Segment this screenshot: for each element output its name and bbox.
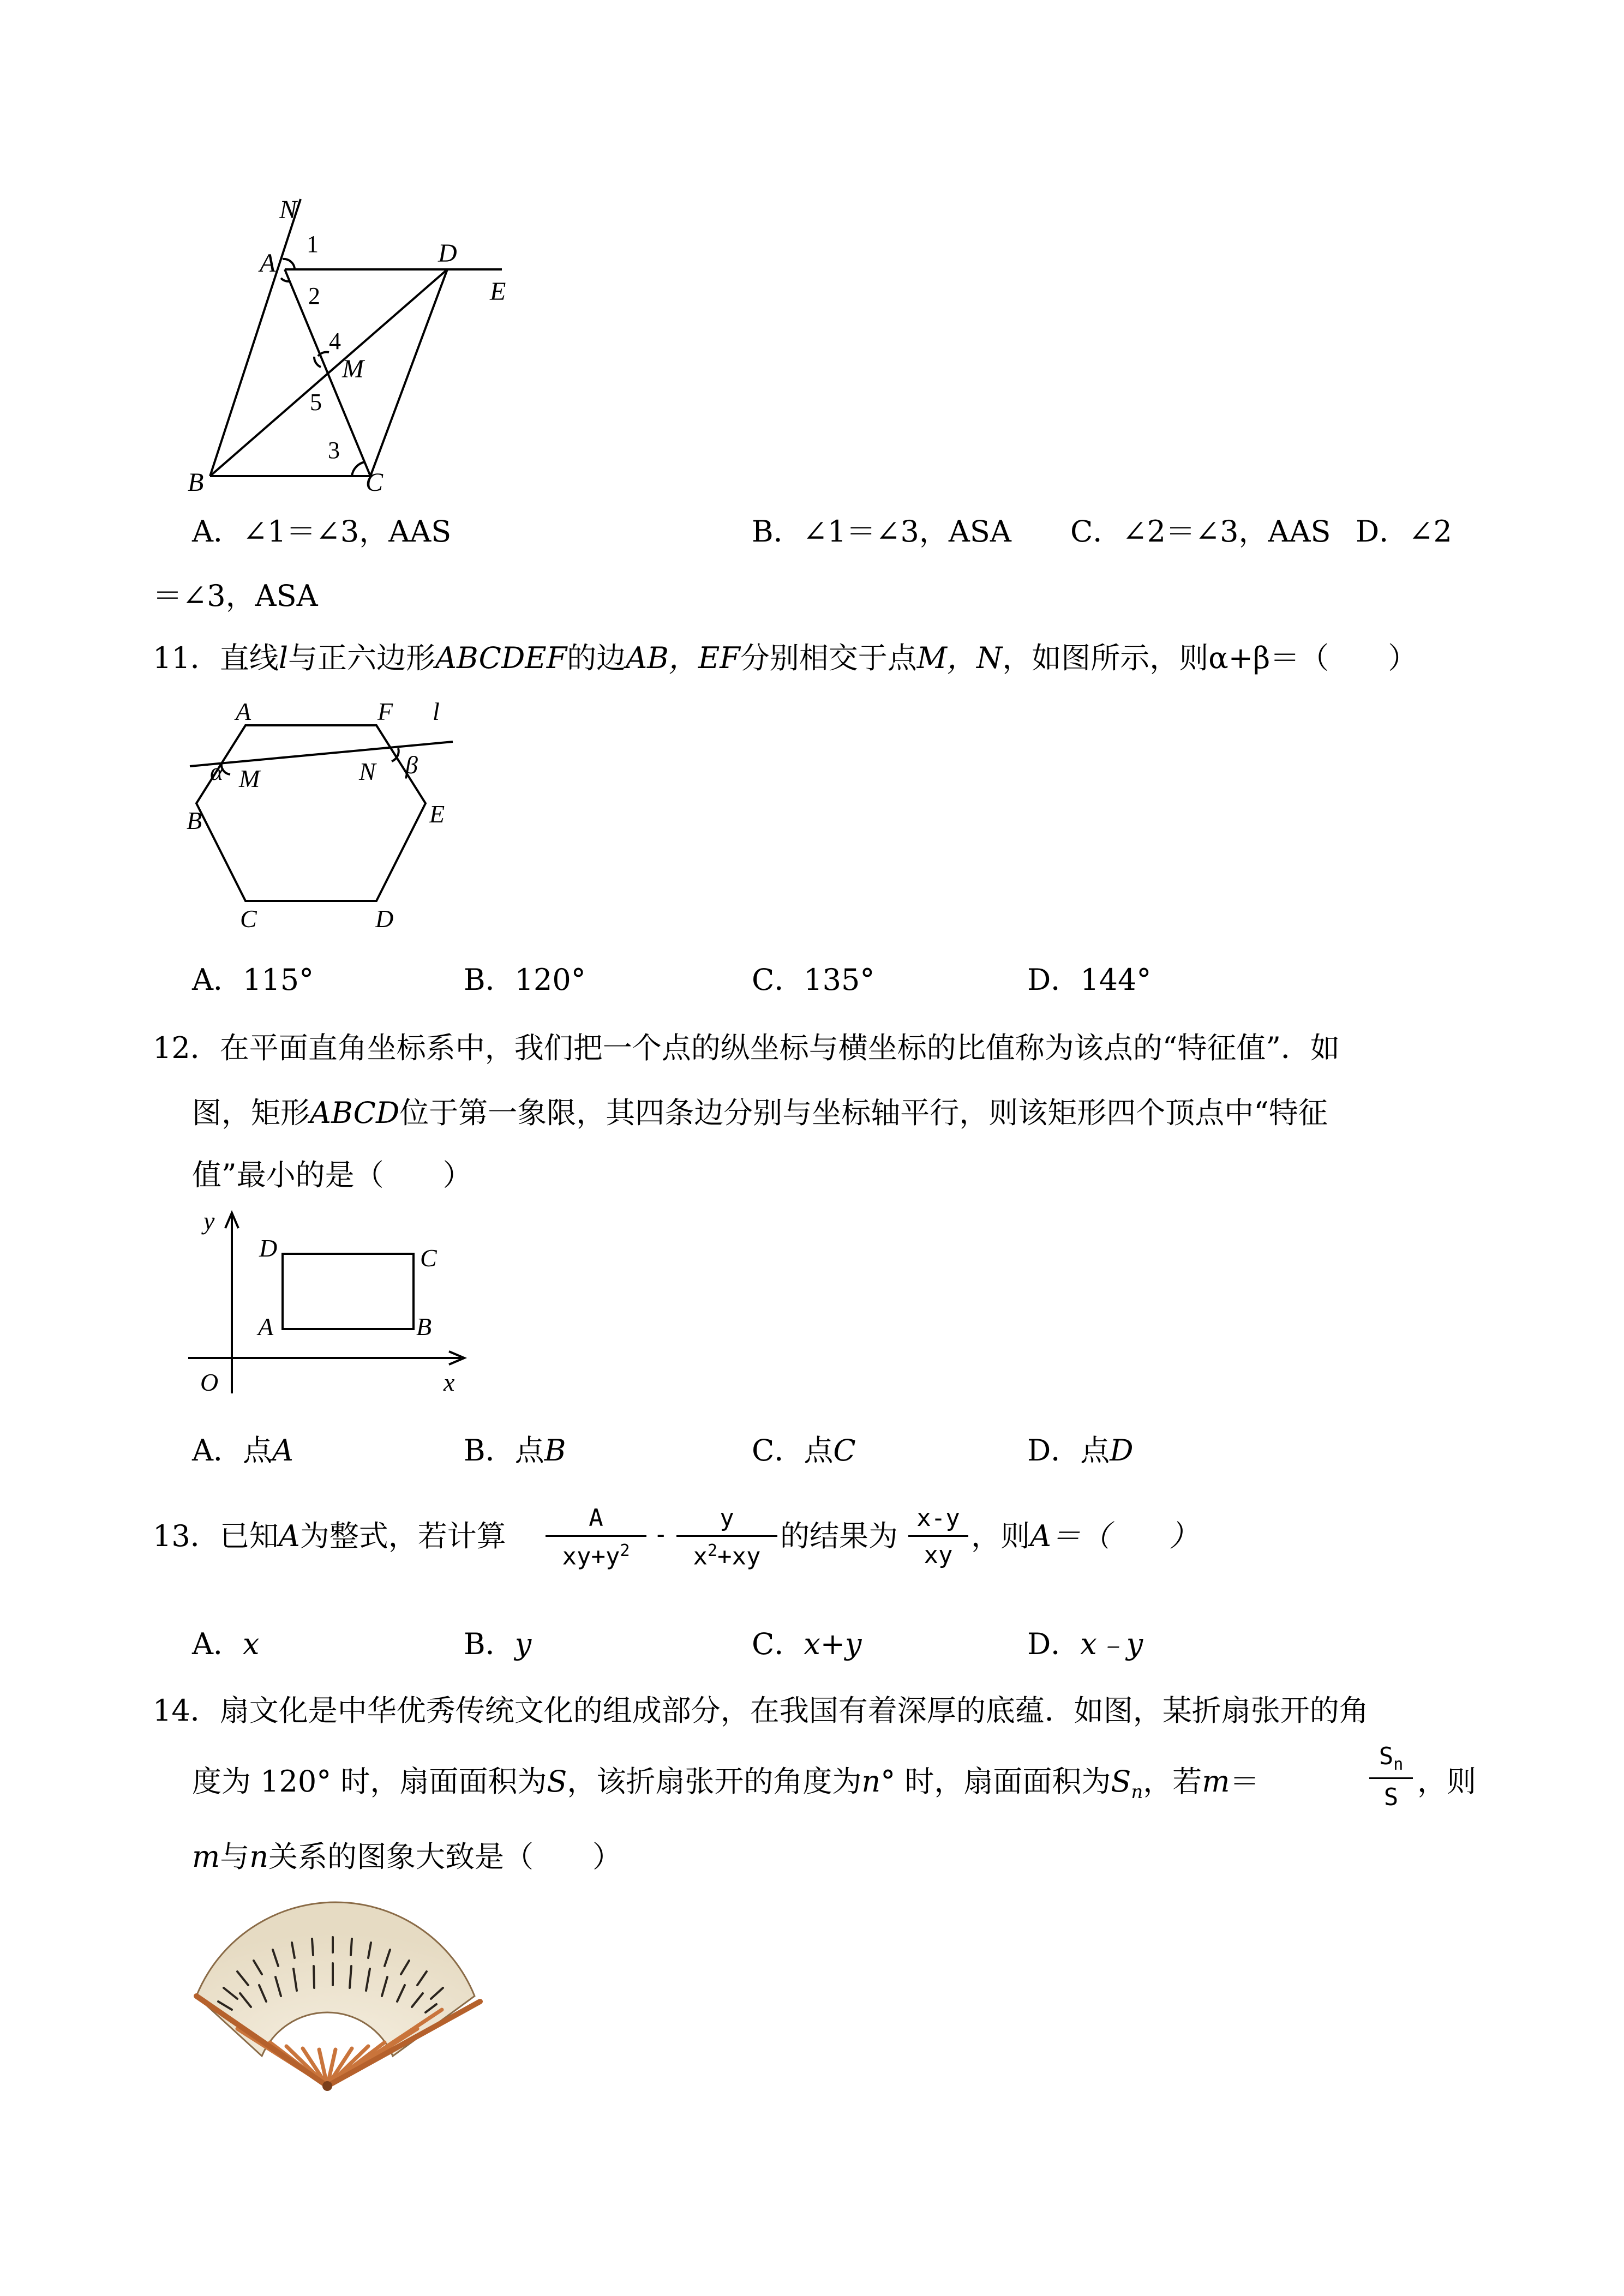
q11-var-points: M，N bbox=[916, 641, 1003, 675]
label-D: D bbox=[375, 905, 394, 933]
q13-fraction-2 bbox=[676, 1504, 777, 1571]
angle-arc-5 bbox=[314, 357, 321, 367]
numerator-sub: n bbox=[1393, 1754, 1404, 1774]
q12-option-d-label: D．点 bbox=[1027, 1433, 1110, 1468]
rectangle-abcd bbox=[283, 1254, 414, 1329]
q12-option-d[interactable] bbox=[1027, 1433, 1134, 1468]
q14-text: ＝ bbox=[1230, 1764, 1260, 1799]
q12-option-a[interactable] bbox=[192, 1433, 293, 1468]
line-cd bbox=[370, 269, 447, 476]
q14-text: 与 bbox=[220, 1840, 250, 1874]
label-M: M bbox=[239, 765, 260, 792]
option-label: D． bbox=[1027, 1627, 1081, 1661]
q11-option-a[interactable]: A．115° bbox=[192, 963, 314, 997]
q14-text: ° 时，扇面面积为 bbox=[880, 1764, 1111, 1799]
q10-parallelogram-figure bbox=[185, 191, 535, 502]
option-label: B． bbox=[464, 1627, 515, 1661]
q13-stem-end bbox=[971, 1519, 1198, 1553]
q10-option-b[interactable]: B．∠1＝∠3，ASA bbox=[752, 514, 1011, 549]
q14-fraction bbox=[1369, 1742, 1413, 1811]
q14-var-sn: S bbox=[1111, 1764, 1131, 1799]
label-D: D bbox=[259, 1234, 278, 1262]
q11-text: ，如图所示，则α+β＝（ ） bbox=[1002, 641, 1418, 675]
label-A: A bbox=[236, 698, 251, 725]
q12-text: 位于第一象限，其四条边分别与坐标轴平行，则该矩形四个顶点中“特征 bbox=[399, 1096, 1328, 1130]
q12-option-b[interactable] bbox=[464, 1433, 566, 1468]
label-y: y bbox=[203, 1207, 215, 1235]
label-A: A bbox=[258, 1313, 274, 1341]
label-B: B bbox=[187, 807, 202, 834]
label-B: B bbox=[416, 1313, 432, 1341]
denominator-base: x bbox=[693, 1542, 708, 1571]
q13-option-a[interactable] bbox=[192, 1627, 260, 1661]
hexagon bbox=[196, 725, 426, 901]
q14-text: 扇文化是中华优秀传统文化的组成部分，在我国有着深厚的底蕴．如图，某折扇张开的角 bbox=[219, 1693, 1369, 1728]
label-D: D bbox=[438, 239, 457, 268]
q12-option-c-point: C bbox=[833, 1433, 856, 1468]
q11-stem bbox=[153, 641, 1418, 675]
label-E: E bbox=[429, 800, 445, 828]
q14-stem-line3 bbox=[192, 1842, 622, 1872]
q13-fraction-3 bbox=[908, 1504, 968, 1569]
q11-option-b[interactable]: B．120° bbox=[464, 963, 586, 997]
q14-var-sn-sub: n bbox=[1131, 1781, 1143, 1803]
q10-option-d-part1[interactable]: D．∠2 bbox=[1356, 514, 1452, 549]
q14-text: ，该折扇张开的角度为 bbox=[567, 1764, 862, 1799]
q13-text: ，则 bbox=[971, 1519, 1030, 1553]
exponent: 2 bbox=[620, 1541, 630, 1560]
q13-fraction-1 bbox=[546, 1504, 646, 1571]
label-x: x bbox=[444, 1368, 455, 1396]
q11-var-sides: AB，EF bbox=[626, 641, 740, 675]
q11-text: 与正六边形 bbox=[288, 641, 435, 675]
q13-stem-middle: 的结果为 bbox=[780, 1519, 898, 1553]
q12-option-d-point: D bbox=[1110, 1433, 1134, 1468]
q12-option-b-label: B．点 bbox=[464, 1433, 544, 1468]
q14-stem-line1 bbox=[153, 1693, 1369, 1728]
q12-option-a-label: A．点 bbox=[192, 1433, 272, 1468]
q13-text: 已知 bbox=[219, 1519, 279, 1553]
q14-var-n: n bbox=[249, 1840, 268, 1874]
fraction-numerator bbox=[1369, 1742, 1413, 1779]
fraction-numerator: y bbox=[676, 1504, 777, 1537]
label-l: l bbox=[433, 698, 440, 725]
q11-text: 直线 bbox=[219, 641, 279, 675]
fraction-denominator: xy bbox=[924, 1541, 953, 1569]
q13-option-c[interactable] bbox=[752, 1627, 862, 1661]
fraction-denominator bbox=[546, 1537, 646, 1571]
label-O: O bbox=[200, 1368, 219, 1396]
q14-var-n: n bbox=[861, 1764, 881, 1799]
q13-var-a: A bbox=[278, 1519, 300, 1553]
label-alpha: α bbox=[210, 758, 224, 785]
angle-arc-3 bbox=[352, 462, 365, 476]
q10-option-a[interactable]: A．∠1＝∠3，AAS bbox=[192, 514, 452, 549]
option-value: x+y bbox=[804, 1627, 862, 1661]
q12-stem-line1 bbox=[153, 1033, 1340, 1063]
label-F: F bbox=[377, 698, 393, 725]
q12-option-a-point: A bbox=[272, 1433, 293, 1468]
q11-text: 的边 bbox=[567, 641, 626, 675]
label-C: C bbox=[365, 468, 383, 497]
fraction-denominator: S bbox=[1383, 1783, 1399, 1811]
option-value: y bbox=[514, 1627, 532, 1661]
q12-var-rect: ABCD bbox=[310, 1096, 400, 1130]
q12-text: 图，矩形 bbox=[192, 1096, 310, 1130]
q14-text: ，若 bbox=[1143, 1764, 1202, 1799]
fan-paper bbox=[196, 1902, 475, 2056]
q14-var-m: m bbox=[192, 1840, 220, 1874]
label-angle-3: 3 bbox=[328, 437, 340, 464]
label-N: N bbox=[359, 758, 376, 785]
exponent: 2 bbox=[707, 1541, 718, 1560]
option-value: x﹣y bbox=[1080, 1627, 1143, 1661]
q12-stem-line3: 值”最小的是（ ） bbox=[192, 1158, 472, 1192]
option-label: C． bbox=[752, 1627, 804, 1661]
fraction-denominator bbox=[676, 1537, 777, 1571]
label-angle-4: 4 bbox=[329, 328, 341, 354]
q14-folding-fan-image bbox=[185, 1898, 491, 2100]
q12-option-b-point: B bbox=[544, 1433, 566, 1468]
q11-hexagon-figure bbox=[180, 698, 464, 938]
q10-option-d-part2[interactable]: ＝∠3，ASA bbox=[153, 579, 318, 613]
q12-option-c-label: C．点 bbox=[752, 1433, 834, 1468]
label-E: E bbox=[490, 277, 506, 306]
q14-var-m: m bbox=[1202, 1764, 1230, 1799]
label-N: N bbox=[279, 195, 297, 224]
fraction-numerator: x-y bbox=[908, 1504, 968, 1537]
option-label: A． bbox=[192, 1627, 243, 1661]
label-beta: β bbox=[405, 751, 418, 779]
q14-var-s: S bbox=[547, 1764, 567, 1799]
denominator-text: xy+y bbox=[562, 1542, 620, 1571]
q14-text: 度为 120° 时，扇面面积为 bbox=[192, 1764, 547, 1799]
label-angle-1: 1 bbox=[307, 231, 319, 257]
label-angle-5: 5 bbox=[310, 389, 322, 416]
q12-coordinate-figure bbox=[188, 1205, 477, 1402]
q13-option-d[interactable] bbox=[1027, 1627, 1143, 1661]
label-A: A bbox=[260, 249, 276, 278]
q14-stem-line2 bbox=[192, 1764, 1260, 1803]
fan-pivot bbox=[322, 2081, 332, 2091]
label-C: C bbox=[240, 905, 257, 933]
q10-option-c[interactable]: C．∠2＝∠3，AAS bbox=[1070, 514, 1331, 549]
line-nc bbox=[210, 199, 301, 476]
q11-var-hexagon: ABCDEF bbox=[435, 641, 567, 675]
q13-stem-start bbox=[153, 1519, 506, 1553]
q11-option-c[interactable]: C．135° bbox=[752, 963, 875, 997]
fraction-numerator: A bbox=[546, 1504, 646, 1537]
q12-stem-line2 bbox=[192, 1098, 1328, 1128]
q13-text: 为整式，若计算 bbox=[299, 1519, 506, 1553]
label-B: B bbox=[188, 468, 204, 497]
q13-number: 13． bbox=[153, 1519, 220, 1553]
q11-text: 分别相交于点 bbox=[740, 641, 917, 675]
option-value: x bbox=[243, 1627, 260, 1661]
angle-arc-1 bbox=[283, 259, 295, 268]
label-angle-2: 2 bbox=[308, 283, 320, 309]
numerator-s: S bbox=[1379, 1742, 1394, 1770]
q13-option-b[interactable] bbox=[464, 1627, 532, 1661]
q11-option-d[interactable]: D．144° bbox=[1027, 963, 1152, 997]
denominator-rest: +xy bbox=[717, 1542, 761, 1571]
q12-number: 12． bbox=[153, 1031, 220, 1065]
q11-number: 11． bbox=[153, 641, 220, 675]
q14-number: 14． bbox=[153, 1693, 220, 1728]
q11-var-l: l bbox=[278, 641, 288, 675]
q12-text: 在平面直角坐标系中，我们把一个点的纵坐标与横坐标的比值称为该点的“特征值”．如 bbox=[219, 1031, 1340, 1065]
label-C: C bbox=[420, 1244, 437, 1272]
q13-minus-sign: - bbox=[654, 1520, 668, 1548]
q13-var-a-answer: A＝（ ） bbox=[1030, 1519, 1198, 1553]
q14-stem-line2-end: ，则 bbox=[1417, 1764, 1476, 1799]
label-M: M bbox=[342, 354, 364, 383]
q12-option-c[interactable] bbox=[752, 1433, 856, 1468]
q14-text: 关系的图象大致是（ ） bbox=[268, 1840, 622, 1874]
